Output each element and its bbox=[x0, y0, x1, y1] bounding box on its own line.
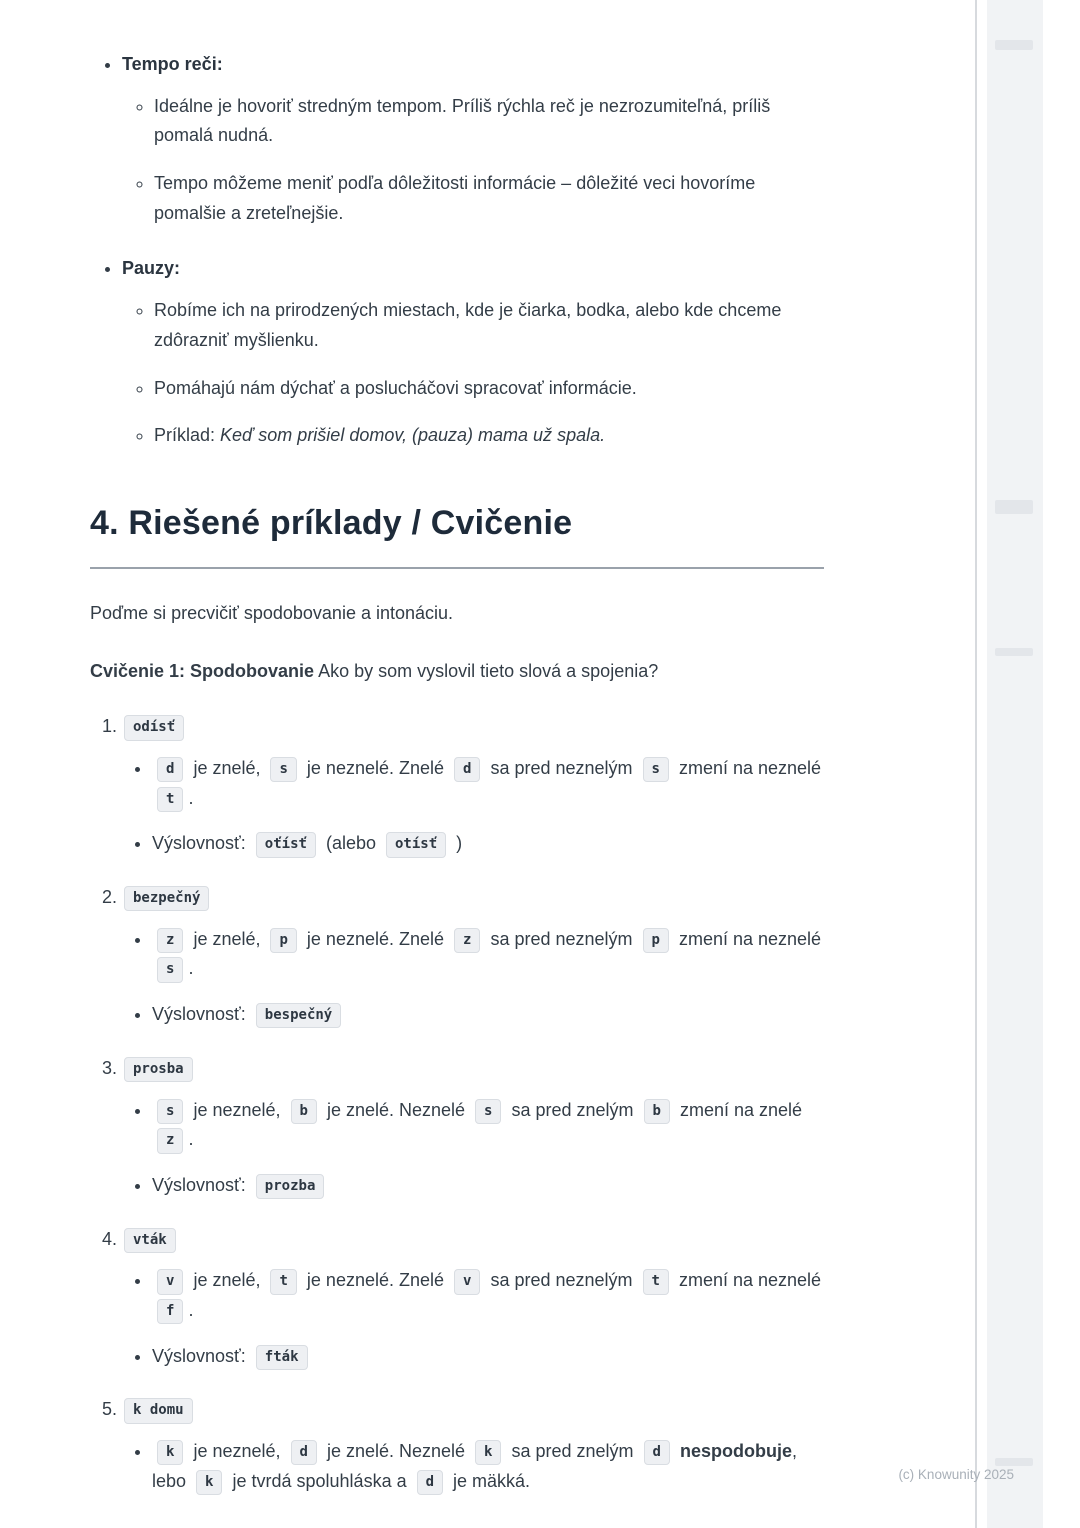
code-chip: z bbox=[454, 928, 480, 953]
code-chip: oťísť bbox=[256, 832, 316, 857]
text-segment: . bbox=[188, 1129, 194, 1150]
text-segment: Výslovnosť: bbox=[152, 1345, 251, 1366]
code-chip: k bbox=[475, 1440, 501, 1465]
intro-paragraph: Poďme si precvičiť spodobovanie a intonáciu. bbox=[90, 602, 454, 623]
text-segment: Keď som prišiel domov, (pauza) mama už spala. bbox=[220, 425, 606, 446]
code-chip: d bbox=[417, 1470, 443, 1495]
text-segment: je neznelé, bbox=[188, 1441, 286, 1462]
code-chip: prozba bbox=[256, 1174, 325, 1199]
bullet-item bbox=[154, 92, 824, 151]
text-segment: zmení na neznelé bbox=[673, 1270, 822, 1291]
code-chip: s bbox=[475, 1099, 501, 1124]
exercise-bullet bbox=[152, 1437, 824, 1496]
bullet-item bbox=[154, 169, 824, 228]
minimap-mark bbox=[995, 40, 1033, 50]
exercise-sublist bbox=[122, 1266, 824, 1371]
exercise-item bbox=[122, 883, 824, 1030]
exercise-sublist bbox=[122, 1437, 824, 1496]
code-chip: d bbox=[291, 1440, 317, 1465]
exercise-bullet bbox=[152, 1266, 824, 1325]
text-segment: . bbox=[188, 1299, 194, 1320]
text-segment: je mäkká. bbox=[448, 1470, 531, 1491]
bullet-item bbox=[154, 374, 824, 404]
text-segment: Výslovnosť: bbox=[152, 833, 251, 854]
exercise-word-chip: k domu bbox=[124, 1398, 193, 1423]
exercise-word-chip: prosba bbox=[124, 1057, 193, 1082]
document-content bbox=[90, 50, 824, 1520]
text-segment: je neznelé. Znelé bbox=[301, 928, 450, 949]
code-chip: p bbox=[270, 928, 296, 953]
exercise-bullet bbox=[152, 1000, 824, 1030]
bullet-group-title: Tempo reči: bbox=[122, 54, 223, 74]
text-segment: Pomáhajú nám dýchať a poslucháčovi spracovať informácie. bbox=[154, 377, 637, 398]
bullet-group bbox=[122, 254, 824, 450]
code-chip: s bbox=[643, 757, 669, 782]
text-segment: , lebo bbox=[152, 1441, 798, 1491]
bullet-group bbox=[122, 50, 824, 228]
code-chip: p bbox=[643, 928, 669, 953]
text-segment: ) bbox=[451, 833, 463, 854]
bullet-sublist bbox=[122, 92, 824, 229]
bullet-group-title: Pauzy: bbox=[122, 258, 181, 279]
text-segment: zmení na neznelé bbox=[673, 758, 822, 779]
text-segment: je neznelé, bbox=[188, 1099, 286, 1120]
code-chip: z bbox=[157, 928, 183, 953]
scrollbar-track[interactable] bbox=[987, 0, 1043, 1528]
bullet-item bbox=[154, 421, 824, 451]
text-segment: zmení na neznelé bbox=[673, 928, 822, 949]
exercise-title-rest: Ako by som vyslovil tieto slová a spojenia? bbox=[314, 660, 659, 681]
code-chip: s bbox=[157, 1099, 183, 1124]
code-chip: v bbox=[454, 1269, 480, 1294]
text-segment: je znelé. Neznelé bbox=[321, 1099, 471, 1120]
top-bullet-list bbox=[90, 50, 824, 451]
minimap-mark bbox=[995, 500, 1033, 514]
exercise-item bbox=[122, 1395, 824, 1496]
exercise-bullet bbox=[152, 925, 824, 984]
exercise-item bbox=[122, 1054, 824, 1201]
exercise-item bbox=[122, 712, 824, 859]
exercise-sublist bbox=[122, 754, 824, 859]
code-chip: otísť bbox=[386, 832, 446, 857]
exercise-word-chip: odísť bbox=[124, 715, 184, 740]
code-chip: v bbox=[157, 1269, 183, 1294]
text-segment: je znelé, bbox=[188, 758, 266, 779]
code-chip: bespečný bbox=[256, 1003, 341, 1028]
code-chip: t bbox=[157, 787, 183, 812]
text-segment: zmení na znelé bbox=[674, 1099, 803, 1120]
code-chip: d bbox=[644, 1440, 670, 1465]
text-segment: Výslovnosť: bbox=[152, 1174, 251, 1195]
text-segment: sa pred znelým bbox=[506, 1099, 639, 1120]
text-segment: Tempo môžeme meniť podľa dôležitosti informácie – dôležité veci hovoríme pomalšie a zreteľnejšie. bbox=[154, 173, 756, 223]
text-segment: Príklad: bbox=[154, 425, 221, 446]
code-chip: t bbox=[643, 1269, 669, 1294]
code-chip: t bbox=[270, 1269, 296, 1294]
exercise-bullet bbox=[152, 1342, 824, 1372]
text-segment: Robíme ich na prirodzených miestach, kde je čiarka, bodka, alebo kde chceme zdôrazniť myšlienku. bbox=[154, 300, 782, 350]
code-chip: d bbox=[157, 757, 183, 782]
text-segment: je neznelé. Znelé bbox=[301, 1270, 450, 1291]
code-chip: k bbox=[157, 1440, 183, 1465]
text-segment: . bbox=[188, 787, 194, 808]
text-segment: nespodobuje bbox=[680, 1441, 792, 1462]
copyright-footer: (c) Knowunity 2025 bbox=[898, 1467, 1014, 1482]
scrollbar-divider-line bbox=[975, 0, 977, 1528]
code-chip: f bbox=[157, 1299, 183, 1324]
code-chip: d bbox=[454, 757, 480, 782]
exercise-bullet bbox=[152, 829, 824, 859]
exercise-title bbox=[90, 657, 824, 687]
exercise-title-bold: Cvičenie 1: Spodobovanie bbox=[90, 660, 315, 681]
text-segment: je tvrdá spoluhláska a bbox=[227, 1470, 412, 1491]
exercise-list bbox=[90, 712, 824, 1496]
exercise-word-chip: bezpečný bbox=[124, 886, 209, 911]
exercise-bullet bbox=[152, 754, 824, 813]
text-segment: sa pred neznelým bbox=[485, 928, 638, 949]
section-heading: 4. Riešené príklady / Cvičenie bbox=[90, 495, 824, 569]
code-chip: s bbox=[157, 957, 183, 982]
text-segment: je znelé. Neznelé bbox=[321, 1441, 471, 1462]
text-segment: je neznelé. Znelé bbox=[301, 758, 450, 779]
minimap-mark bbox=[995, 1458, 1033, 1466]
text-segment: Ideálne je hovoriť stredným tempom. Príliš rýchla reč je nezrozumiteľná, príliš pomalá nudná. bbox=[154, 95, 771, 146]
text-segment: (alebo bbox=[320, 833, 381, 854]
text-segment: . bbox=[188, 958, 194, 979]
exercise-bullet bbox=[152, 1171, 824, 1201]
exercise-item bbox=[122, 1225, 824, 1372]
text-segment: je znelé, bbox=[188, 928, 266, 949]
code-chip: z bbox=[157, 1128, 183, 1153]
text-segment: sa pred neznelým bbox=[485, 758, 638, 779]
minimap-mark bbox=[995, 648, 1033, 656]
code-chip: s bbox=[270, 757, 296, 782]
text-segment: sa pred neznelým bbox=[485, 1270, 638, 1291]
bullet-item bbox=[154, 296, 824, 355]
code-chip: fták bbox=[256, 1345, 308, 1370]
code-chip: b bbox=[291, 1099, 317, 1124]
text-segment: je znelé, bbox=[188, 1270, 266, 1291]
exercise-bullet bbox=[152, 1096, 824, 1155]
text-segment: Výslovnosť: bbox=[152, 1004, 251, 1025]
exercise-word-chip: vták bbox=[124, 1228, 176, 1253]
exercise-sublist bbox=[122, 925, 824, 1030]
text-segment: sa pred znelým bbox=[506, 1441, 639, 1462]
bullet-sublist bbox=[122, 296, 824, 451]
exercise-sublist bbox=[122, 1096, 824, 1201]
code-chip: b bbox=[644, 1099, 670, 1124]
code-chip: k bbox=[196, 1470, 222, 1495]
